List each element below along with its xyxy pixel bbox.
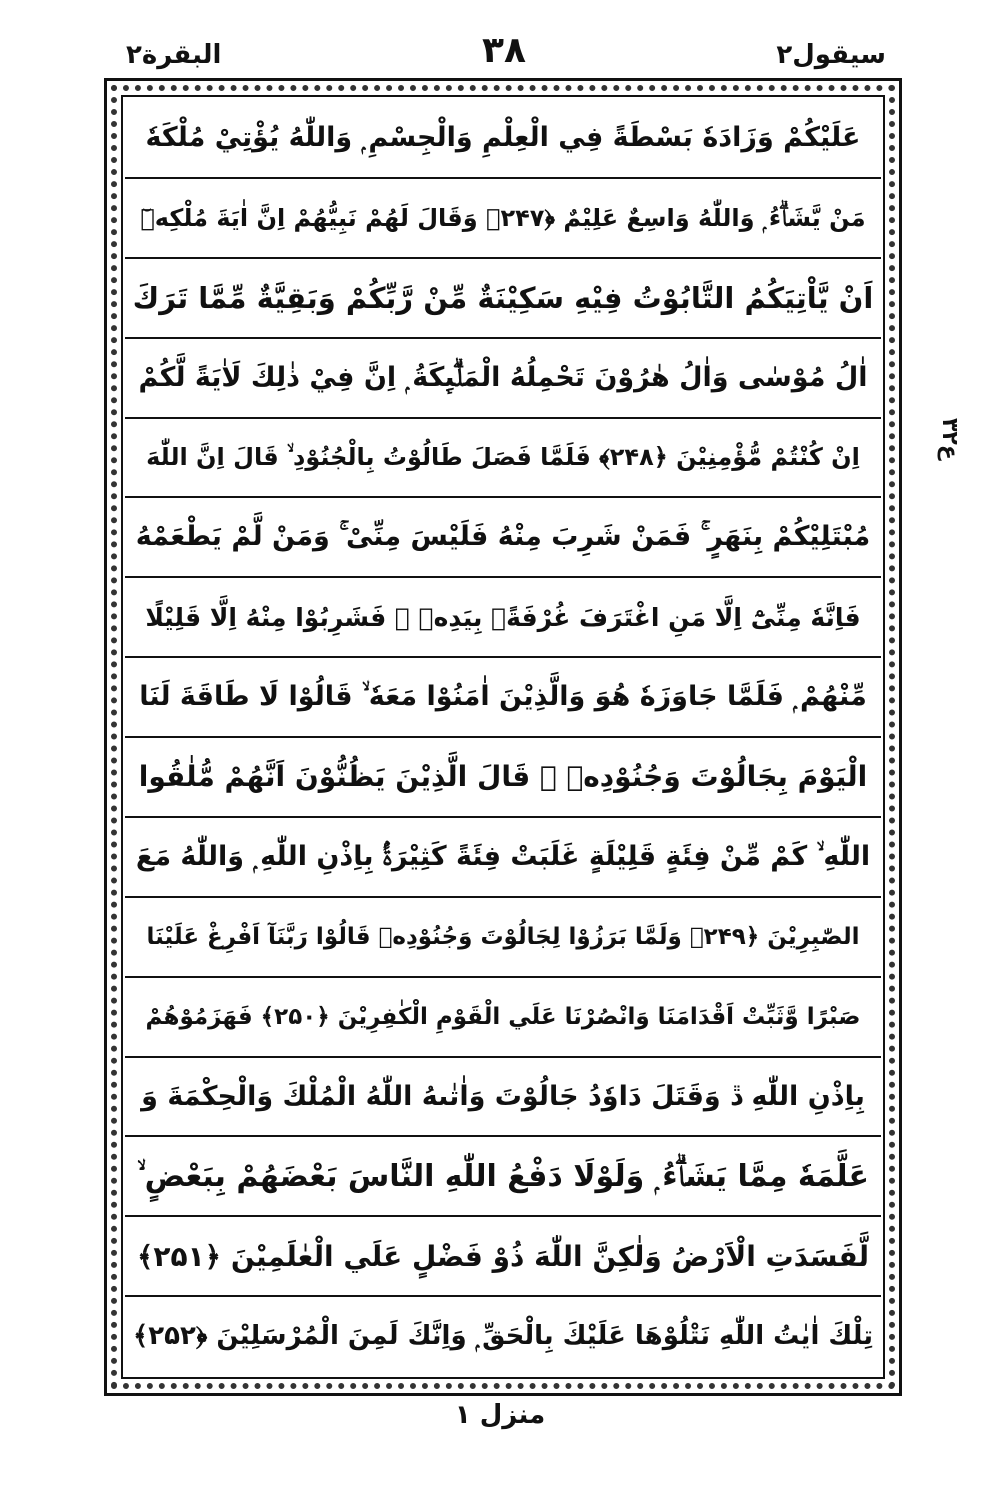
para-name: سیقول٢: [776, 40, 886, 70]
text-line: لَّفَسَدَتِ الْاَرْضُ وَلٰكِنَّ اللّٰهَ ذُوْ فَضْلٍ عَلَي الْعٰلَمِيْنَ ﴿۲۵۱﴾: [125, 1217, 881, 1297]
text-line: اٰلُ مُوْسٰى وَاٰلُ هٰرُوْنَ تَحْمِلُهُ الْمَلٰۗىِٕكَةُ ۭ اِنَّ فِيْ ذٰلِكَ لَاٰيَةً لَّكُمْ: [125, 339, 881, 419]
text-line: اِنْ كُنْتُمْ مُّؤْمِنِيْنَ ﴿۲۴۸﴾ فَلَمَّا فَصَلَ طَالُوْتُ بِالْجُنُوْدِ ۙ قَالَ اِنَّ اللّٰهَ: [125, 419, 881, 499]
page-number: ٣٨: [482, 30, 526, 71]
page-header: [118, 30, 890, 78]
text-line: اَنْ يَّاْتِيَكُمُ التَّابُوْتُ فِيْهِ سَكِيْنَةٌ مِّنْ رَّبِّكُمْ وَبَقِيَّةٌ مِّمَّا تَرَكَ: [125, 259, 881, 339]
text-line: مُبْتَلِيْكُمْ بِنَهَرٍ ۚ فَمَنْ شَرِبَ مِنْهُ فَلَيْسَ مِنِّىْ ۚ وَمَنْ لَّمْ يَطْعَمْهُ: [125, 498, 881, 578]
text-frame: [104, 78, 902, 1396]
text-line: الْيَوْمَ بِجَالُوْتَ وَجُنُوْدِهٖ ۭ قَالَ الَّذِيْنَ يَظُنُّوْنَ اَنَّهُمْ مُّلٰقُوا: [125, 738, 881, 818]
surah-name: البقرة٢: [126, 40, 222, 70]
manzil-footer: منزل ١: [454, 1400, 546, 1430]
text-line: عَلَيْكُمْ وَزَادَهٗ بَسْطَةً فِي الْعِلْمِ وَالْجِسْمِ ۭ وَاللّٰهُ يُؤْتِيْ مُلْكَهٗ: [125, 99, 881, 179]
text-line: صَبْرًا وَّثَبِّتْ اَقْدَامَنَا وَانْصُرْنَا عَلَي الْقَوْمِ الْكٰفِرِيْنَ ﴿۲۵۰﴾ فَهَزَمُوْهُمْ: [125, 978, 881, 1058]
text-line: عَلَّمَهٗ مِمَّا يَشَاۗءُ ۭ وَلَوْلَا دَفْعُ اللّٰهِ النَّاسَ بَعْضَهُمْ بِبَعْضٍ ۙ: [125, 1137, 881, 1217]
text-line: مَنْ يَّشَاۗءُ ۭ وَاللّٰهُ وَاسِعٌ عَلِيْمٌ ﴿۲۴۷﴾ وَقَالَ لَهُمْ نَبِيُّهُمْ اِنَّ اٰيَةَ مُلْكِهٖٓ: [125, 179, 881, 259]
text-line: بِاِذْنِ اللّٰهِ ڐ وَقَتَلَ دَاوٗدُ جَالُوْتَ وَاٰتٰىهُ اللّٰهُ الْمُلْكَ وَالْحِكْمَةَ وَ: [125, 1058, 881, 1138]
text-line: اللّٰهِ ۙ كَمْ مِّنْ فِئَةٍ قَلِيْلَةٍ غَلَبَتْ فِئَةً كَثِيْرَةًۢ بِاِذْنِ اللّٰهِ ۭ وَاللّٰهُ مَعَ: [125, 818, 881, 898]
text-line: فَاِنَّهٗ مِنِّىْٓ اِلَّا مَنِ اغْتَرَفَ غُرْفَةًۢ بِيَدِهٖ ۚ فَشَرِبُوْا مِنْهُ اِلَّا قَلِيْلًا: [125, 578, 881, 658]
text-line: مِّنْهُمْ ۭ فَلَمَّا جَاوَزَهٗ هُوَ وَالَّذِيْنَ اٰمَنُوْا مَعَهٗ ۙ قَالُوْا لَا طَاقَةَ لَنَا: [125, 658, 881, 738]
ruku-marker: ع٣٢: [937, 418, 962, 460]
verse-lines: [125, 99, 881, 1375]
text-line: الصّٰبِرِيْنَ ﴿۲۴۹﴾ وَلَمَّا بَرَزُوْا لِجَالُوْتَ وَجُنُوْدِهٖ قَالُوْا رَبَّنَآ اَفْرِغْ عَلَيْنَا: [125, 898, 881, 978]
text-line: تِلْكَ اٰيٰتُ اللّٰهِ نَتْلُوْھَا عَلَيْكَ بِالْحَقِّ ۭ وَاِنَّكَ لَمِنَ الْمُرْسَلِيْنَ ﴿۲۵۲﴾: [132, 1320, 873, 1351]
